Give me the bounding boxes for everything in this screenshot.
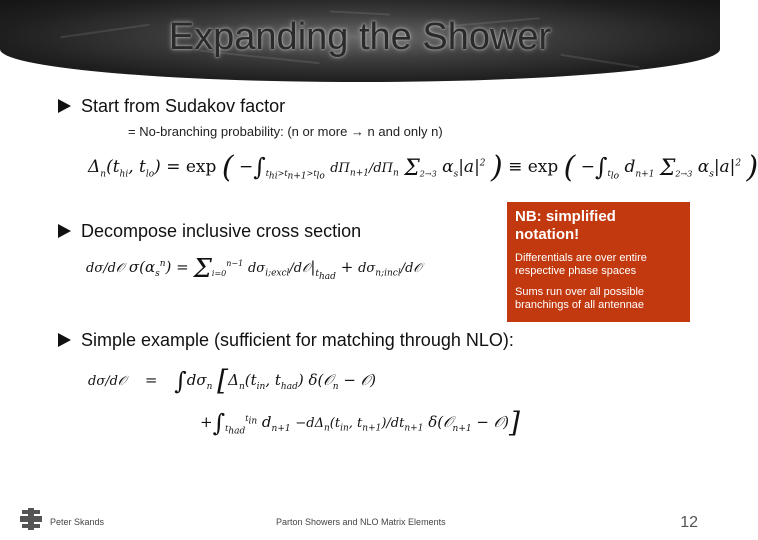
note-heading: NB: simplified notation!	[515, 208, 616, 243]
page-number: 12	[680, 514, 698, 531]
footer-author: Peter Skands	[50, 517, 105, 527]
bullet-text: Start from Sudakov factor	[81, 96, 286, 116]
bullet-arrow-icon	[58, 224, 71, 238]
bullet-sudakov	[58, 96, 285, 117]
bullet-text: Simple example (sufficient for matching through NLO):	[81, 330, 514, 350]
note-line-sums: Sums run over all possible branchings of all antennae	[515, 286, 645, 311]
bullet-simple-example	[58, 330, 514, 351]
footer-talk-title: Parton Showers and NLO Matrix Elements	[276, 517, 446, 527]
decomposition-equation: dσ/d𝒪 $\sigma(\alpha_s^n) = \Sigma_{i=0}^{n-1}$ $d\sigma_{i;excl}/d𝒪|_{t_{had}}$ + $d\sigma_{n;incl}/d𝒪$	[86, 254, 422, 284]
sudakov-equation: $\Delta_n(t_{hi}$, $t_{lo}) = \exp$ ( $-\int_{t_{hi}>t_{n+1}>t_{lo}}$ $d\Pi_{n+1}/d\Pi_n$ $\Sigma_{2\to 3}$ $\alpha_s|a|^2$ ) ≡ exp ( $-\int_{t_{lo}}$ $d_{n+1}$ $\Sigma_{2\to 3}$ $\alpha_s|a|^2$ )	[88, 150, 758, 185]
bullet-arrow-icon	[58, 99, 71, 113]
bullet-text: Decompose inclusive cross section	[81, 221, 362, 241]
note-line-differentials: Differentials are over entire respective phase spaces	[515, 252, 647, 277]
example-equation-line2: $+\int_{t_{had}}^{t_{in}}$ $d_{n+1} -d\Delta_n(t_{in}$, $t_{n+1})/dt_{n+1}$ δ(𝒪$_{n+1}$ − 𝒪)]	[200, 406, 520, 439]
example-equation-line1: dσ/d𝒪 = $\int d\sigma_n$ [$\Delta_n(t_{in}$, $t_{had}$) δ(𝒪$_n$ − 𝒪)	[88, 364, 377, 397]
sub-bullet-no-branching: = No-branching probability: (n or more → n and only n)	[128, 124, 443, 139]
bullet-decompose	[58, 221, 361, 242]
slide-title: Expanding the Shower	[168, 16, 552, 58]
fermilab-logo-icon	[20, 508, 42, 530]
bullet-arrow-icon	[58, 333, 71, 347]
note-box	[507, 202, 690, 322]
